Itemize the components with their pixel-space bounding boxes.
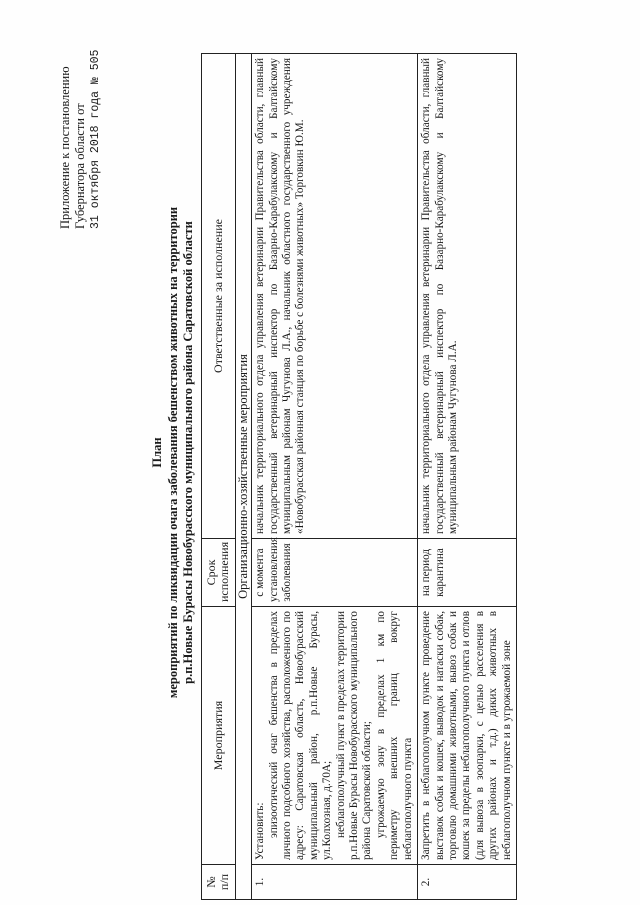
table-header-row	[202, 54, 236, 900]
row-responsible: начальник территориального отдела управления ветеринарии Правительства области, главный государственный ветеринарный инспектор по Базарно-Карабулакскому и Балтайскому муниципальным районам Чугунова Л.А.	[418, 54, 517, 539]
appendix-line-2: Губернатора области от	[73, 103, 87, 229]
row-number: 1.	[252, 865, 418, 900]
row-measure: Запретить в неблагополучном пункте проведение выставок собак и кошек, выводок и натаски собак, торговлю домашними животными, вывоз собак и кошек за пределы неблагополучного пункта и отлов (для вывоза в зоопарки, с целью расселения в других районах и т.д.) диких животных в неблагополучном пункте и в угрожаемой зоне	[418, 607, 517, 865]
header-measures: Мероприятия	[202, 607, 236, 865]
table-row	[418, 54, 517, 900]
section-row	[235, 54, 251, 900]
header-responsible: Ответственные за исполнение	[202, 54, 236, 539]
title-line-3: р.п.Новые Бурасы Новобурасского муниципального района Саратовской области	[181, 221, 195, 684]
row-deadline: с момента установления заболевания	[252, 539, 418, 607]
document-title	[150, 0, 197, 905]
appendix-line-1: Приложение к постановлению	[58, 66, 72, 229]
title-line-1: План	[150, 437, 164, 468]
section-title: Организационно-хозяйственные мероприятия	[235, 54, 251, 900]
row-number: 2.	[418, 865, 517, 900]
row-measure: Установить: эпизоотический очаг бешенства в пределах личного подсобного хозяйства, расположенного по адресу: Саратовская область, Новобурасский муниципальный район, р.п.Новые Бурасы, ул.Колхозная, д.70А; неблагополучный пункт в пределах территории р.п.Новые Бурасы Новобурасского муниципального района Саратовской области; угрожаемую зону в пределах 1 км по периметру внешних границ вокруг неблагополучного пункта	[252, 607, 418, 865]
row-responsible: начальник территориального отдела управления ветеринарии Правительства области, главный государственный ветеринарный инспектор по Базарно-Карабулакскому и Балтайскому муниципальным районам Чугунова Л.А., начальник областного государственного учреждения «Новобурасская районная станция по борьбе с болезнями животных» Торговкин Ю.М.	[252, 54, 418, 539]
table-row	[252, 54, 418, 900]
header-deadline: Срок исполнения	[202, 539, 236, 607]
appendix-date: 31 октября 2018 года № 505	[89, 49, 102, 229]
measures-table	[201, 53, 517, 900]
document-header	[58, 9, 103, 229]
title-line-2: мероприятий по ликвидации очага заболевания бешенством животных на территории	[165, 206, 180, 699]
header-number: № п/п	[202, 865, 236, 900]
row-deadline: на период карантина	[418, 539, 517, 607]
